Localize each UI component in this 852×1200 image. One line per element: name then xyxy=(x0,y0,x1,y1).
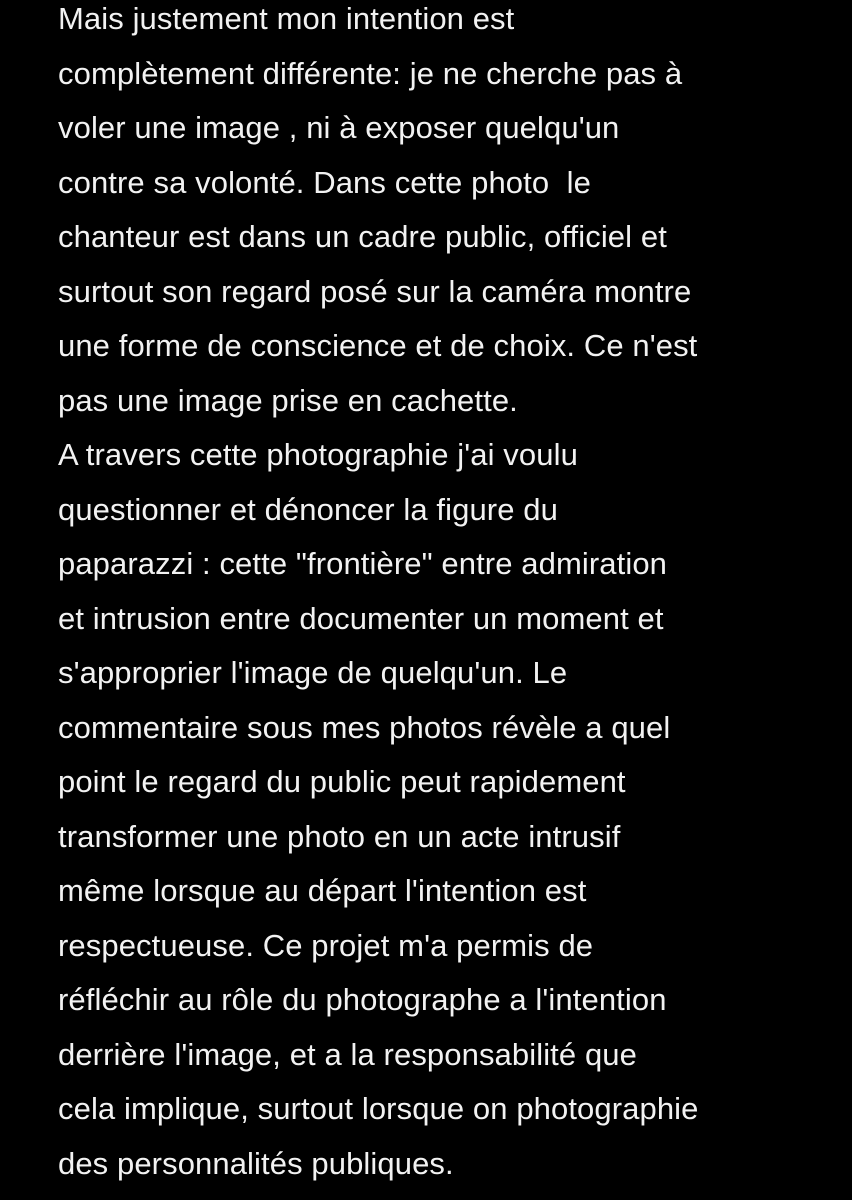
note-line: contre sa volonté. Dans cette photo le xyxy=(58,164,591,200)
note-line: Mais justement mon intention est xyxy=(58,1,515,36)
note-line: pas une image prise en cachette. xyxy=(58,382,518,418)
note-line: voler une image , ni à exposer quelqu'un xyxy=(58,110,620,145)
note-line: derrière l'image, et a la responsabilité que xyxy=(58,1036,637,1072)
note-line: et intrusion entre documenter un moment et xyxy=(58,600,664,636)
note-line: complètement différente: je ne cherche pas à xyxy=(58,55,683,91)
note-line: même lorsque au départ l'intention est xyxy=(58,873,587,908)
note-text-body[interactable] xyxy=(58,0,848,1191)
note-line: respectueuse. Ce projet m'a permis de xyxy=(58,927,594,963)
note-line: commentaire sous mes photos révèle a quel xyxy=(58,709,671,745)
note-line: A travers cette photographie j'ai voulu xyxy=(58,437,578,472)
note-line: cela implique, surtout lorsque on photographie xyxy=(58,1091,699,1126)
note-line: s'approprier l'image de quelqu'un. Le xyxy=(58,655,568,690)
note-line: chanteur est dans un cadre public, officiel et xyxy=(58,219,667,254)
note-line: questionner et dénoncer la figure du xyxy=(58,491,558,527)
note-line: réfléchir au rôle du photographe a l'intention xyxy=(58,982,667,1017)
note-line: transformer une photo en un acte intrusif xyxy=(58,818,621,854)
note-line: surtout son regard posé sur la caméra montre xyxy=(58,273,692,309)
note-line: paparazzi : cette "frontière" entre admiration xyxy=(58,546,668,581)
note-line: une forme de conscience et de choix. Ce n'est xyxy=(58,328,698,363)
note-line: des personnalités publiques. xyxy=(58,1145,454,1181)
note-line: point le regard du public peut rapidement xyxy=(58,764,626,799)
